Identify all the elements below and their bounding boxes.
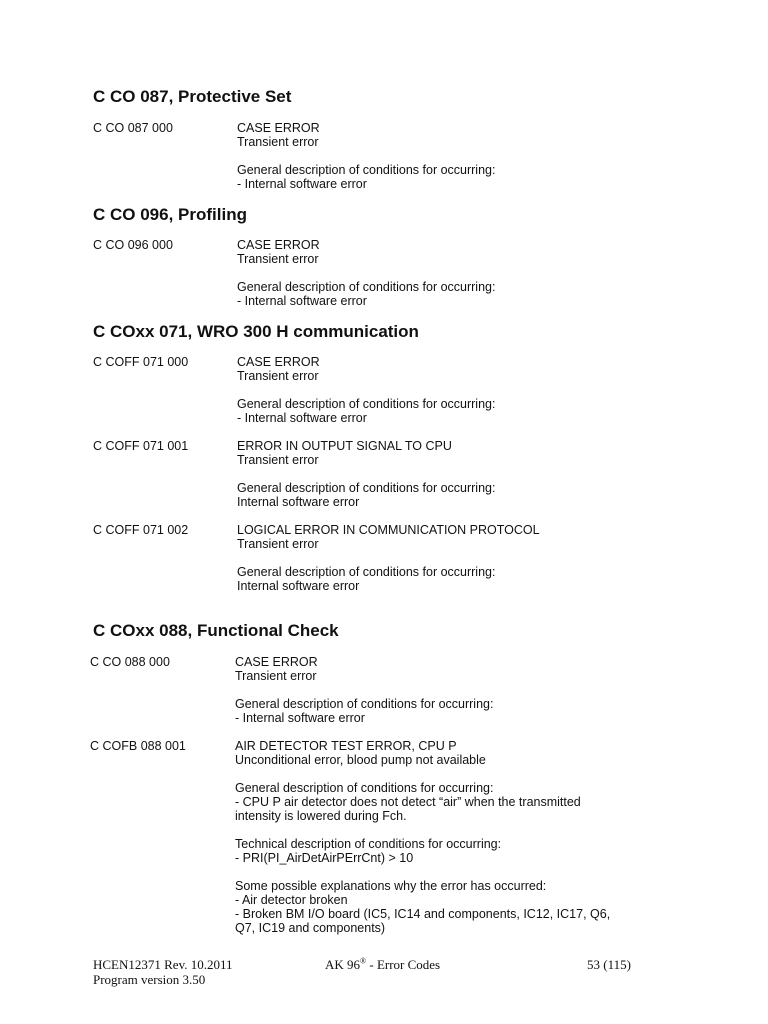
description-line: Unconditional error, blood pump not available	[235, 753, 486, 767]
section-title: C COxx 071, WRO 300 H communication	[93, 322, 419, 341]
description-line: Some possible explanations why the error has occurred:	[235, 879, 547, 893]
description-line: General description of conditions for occurring:	[237, 163, 496, 177]
error-description	[235, 655, 655, 725]
description-line: - Internal software error	[237, 411, 367, 425]
error-description	[237, 355, 657, 425]
footer-program-version: Program version 3.50	[93, 972, 206, 987]
description-line: intensity is lowered during Fch.	[235, 809, 407, 823]
error-code: C COFF 071 002	[93, 523, 189, 537]
description-line: General description of conditions for occurring:	[237, 481, 496, 495]
description-line: General description of conditions for occurring:	[237, 280, 496, 294]
error-code: C COFF 071 001	[93, 439, 189, 453]
description-line: ERROR IN OUTPUT SIGNAL TO CPU	[237, 439, 452, 453]
error-description	[237, 439, 657, 509]
registered-mark: ®	[360, 956, 367, 966]
error-description	[237, 121, 657, 191]
description-line: - Air detector broken	[235, 893, 348, 907]
description-line: Transient error	[237, 537, 319, 551]
error-code: C COFB 088 001	[90, 739, 186, 753]
description-line: Transient error	[237, 135, 319, 149]
description-line: - Broken BM I/O board (IC5, IC14 and components, IC12, IC17, Q6,	[235, 907, 611, 921]
error-code: C CO 087 000	[93, 121, 173, 135]
description-line: Transient error	[235, 669, 317, 683]
description-line: Internal software error	[237, 495, 360, 509]
description-line: Transient error	[237, 252, 319, 266]
description-line: CASE ERROR	[237, 355, 320, 369]
description-line: CASE ERROR	[237, 238, 320, 252]
description-line: Technical description of conditions for occurring:	[235, 837, 502, 851]
description-line: - PRI(PI_AirDetAirPErrCnt) > 10	[235, 851, 414, 865]
description-line: AIR DETECTOR TEST ERROR, CPU P	[235, 739, 457, 753]
description-line: LOGICAL ERROR IN COMMUNICATION PROTOCOL	[237, 523, 540, 537]
section-title: C COxx 088, Functional Check	[93, 621, 339, 640]
error-description	[237, 238, 657, 308]
error-code: C COFF 071 000	[93, 355, 189, 369]
section-title: C CO 096, Profiling	[93, 205, 247, 224]
description-line: General description of conditions for occurring:	[237, 565, 496, 579]
description-line: Transient error	[237, 453, 319, 467]
description-line: - Internal software error	[237, 177, 367, 191]
footer-page-number: 53 (115)	[587, 957, 631, 972]
description-line: General description of conditions for occurring:	[235, 697, 494, 711]
description-line: General description of conditions for occurring:	[235, 781, 494, 795]
description-line: General description of conditions for occurring:	[237, 397, 496, 411]
error-code: C CO 088 000	[90, 655, 170, 669]
footer-doc-id: HCEN12371 Rev. 10.2011	[93, 957, 233, 972]
error-code: C CO 096 000	[93, 238, 173, 252]
footer-product-suffix: - Error Codes	[366, 957, 441, 972]
error-description	[237, 523, 657, 593]
description-line: CASE ERROR	[237, 121, 320, 135]
description-line: CASE ERROR	[235, 655, 318, 669]
description-line: Q7, IC19 and components)	[235, 921, 386, 935]
description-line: - Internal software error	[235, 711, 365, 725]
description-line: - CPU P air detector does not detect “air” when the transmitted	[235, 795, 581, 809]
description-line: Internal software error	[237, 579, 360, 593]
section-title: C CO 087, Protective Set	[93, 87, 292, 106]
footer-title	[325, 957, 440, 972]
footer-product: AK 96	[325, 957, 361, 972]
error-description	[235, 739, 655, 935]
description-line: - Internal software error	[237, 294, 367, 308]
description-line: Transient error	[237, 369, 319, 383]
